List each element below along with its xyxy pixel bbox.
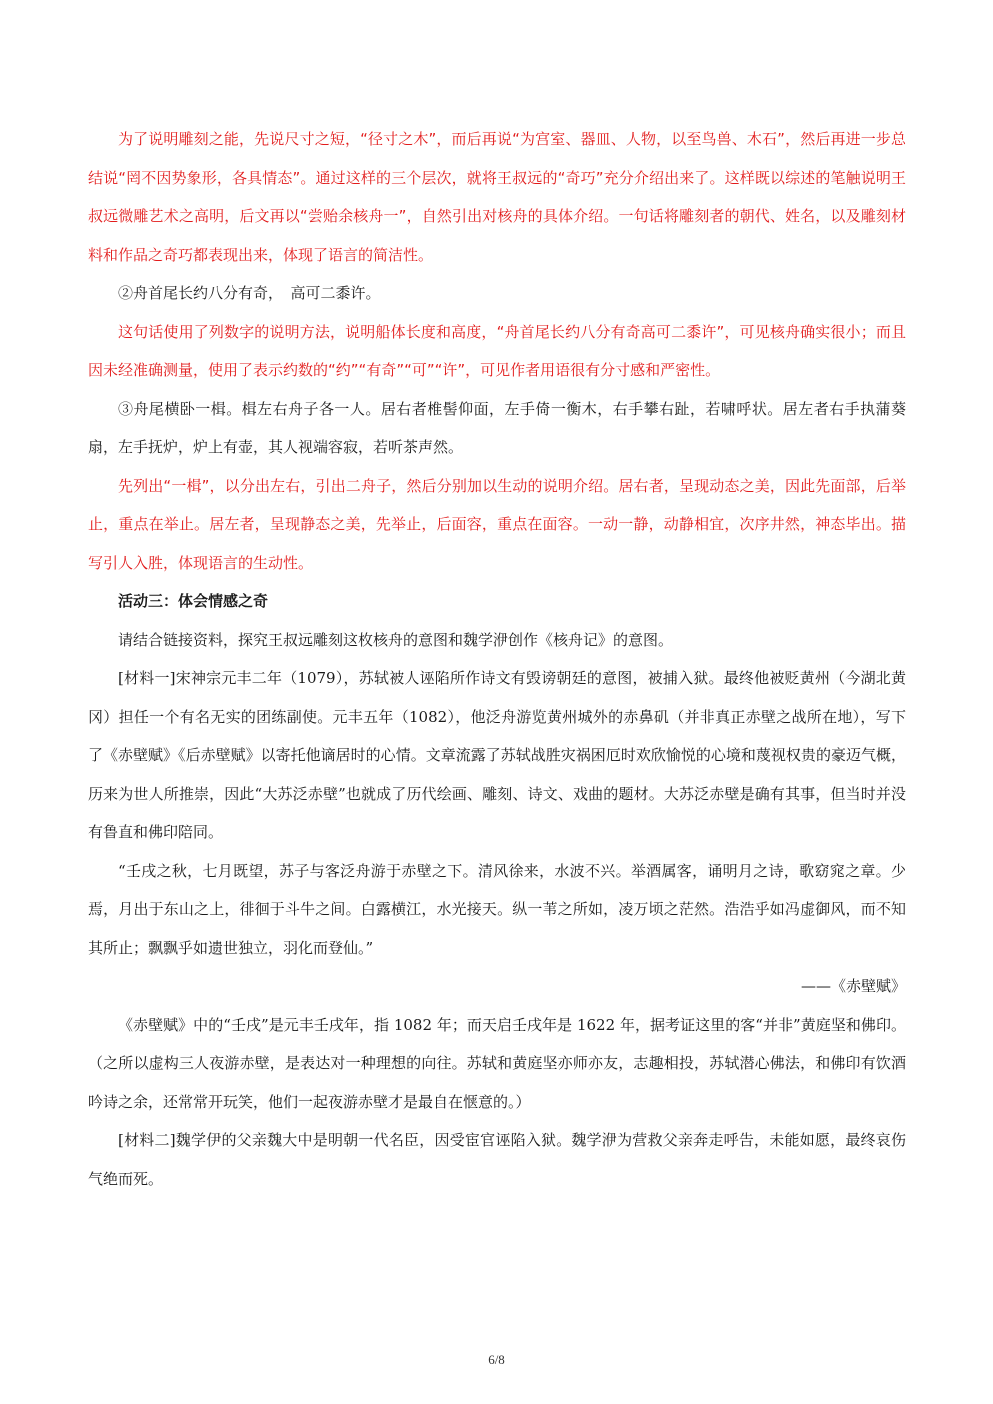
answer-paragraph-3: 先列出“一楫”，以分出左右，引出二舟子，然后分别加以生动的说明介绍。居右者，呈现动态之美，因此先面部，后举止，重点在举止。居左者，呈现静态之美，先举止，后面容，重点在面容。一动一静，动静相宜，次序井然，神态毕出。描写引人入胜，体现语言的生动性。 — [88, 476, 906, 572]
page-number: 6/8 — [488, 1352, 505, 1367]
document-body — [88, 120, 906, 1198]
activity-three-heading: 活动三：体会情感之奇 — [118, 592, 269, 610]
quote-line-2: ②舟首尾长约八分有奇， 高可二黍许。 — [118, 284, 381, 302]
material-one: [材料一]宋神宗元丰二年（1079），苏轼被人诬陷所作诗文有毁谤朝廷的意图，被捕入狱。最终他被贬黄州（今湖北黄冈）担任一个有名无实的团练副使。元丰五年（1082），他泛舟游览黄州城外的赤鼻矶（并非真正赤壁之战所在地），写下了《赤壁赋》《后赤壁赋》以寄托他谪居时的心情。文章流露了苏轼战胜灾祸困厄时欢欣愉悦的心境和蔑视权贵的豪迈气概，历来为世人所推崇，因此“大苏泛赤壁”也就成了历代绘画、雕刻、诗文、戏曲的题材。大苏泛赤壁是确有其事，但当时并没有鲁直和佛印陪同。 — [88, 669, 906, 841]
task-prompt: 请结合链接资料，探究王叔远雕刻这枚核舟的意图和魏学洢创作《核舟记》的意图。 — [118, 630, 674, 649]
chibi-fu-excerpt: “壬戌之秋，七月既望，苏子与客泛舟游于赤壁之下。清风徐来，水波不兴。举酒属客，诵明月之诗，歌窈窕之章。少焉，月出于东山之上，徘徊于斗牛之间。白露横江，水光接天。纵一苇之所如，凌万顷之茫然。浩浩乎如冯虚御风，而不知其所止；飘飘乎如遗世独立，羽化而登仙。” — [88, 861, 906, 957]
renxu-explanation: 《赤壁赋》中的“壬戌”是元丰壬戌年，指 1082 年；而天启壬戌年是 1622 年，据考证这里的客“并非”黄庭坚和佛印。（之所以虚构三人夜游赤壁，是表达对一种理想的向往。苏轼和黄庭坚亦师亦友，志趣相投，苏轼潜心佛法，和佛印有饮酒吟诗之余，还常常开玩笑，他们一起夜游赤壁才是最自在惬意的。） — [88, 1015, 906, 1111]
answer-paragraph-2: 这句话使用了列数字的说明方法，说明船体长度和高度，“舟首尾长约八分有奇高可二黍许”，可见核舟确实很小；而且因未经准确测量，使用了表示约数的“约”“有奇”“可”“许”，可见作者用语很有分寸感和严密性。 — [88, 322, 906, 379]
answer-paragraph-1: 为了说明雕刻之能，先说尺寸之短，“径寸之木”，而后再说“为宫室、器皿、人物，以至鸟兽、木石”，然后再进一步总结说“罔不因势象形，各具情态”。通过这样的三个层次，就将王叔远的“奇巧”充分介绍出来了。这样既以综述的笔触说明王叔远微雕艺术之高明，后文再以“尝贻余核舟一”，自然引出对核舟的具体介绍。一句话将雕刻者的朝代、姓名，以及雕刻材料和作品之奇巧都表现出来，体现了语言的简洁性。 — [88, 130, 906, 264]
material-two: [材料二]魏学伊的父亲魏大中是明朝一代名臣，因受宦官诬陷入狱。魏学洢为营救父亲奔走呼告，未能如愿，最终哀伤气绝而死。 — [88, 1131, 906, 1188]
quote-line-3: ③舟尾横卧一楫。楫左右舟子各一人。居右者椎髻仰面，左手倚一衡木，右手攀右趾，若啸呼状。居左者右手执蒲葵扇，左手抚炉，炉上有壶，其人视端容寂，若听茶声然。 — [88, 399, 906, 456]
chibi-fu-attribution: ——《赤壁赋》 — [800, 977, 906, 995]
